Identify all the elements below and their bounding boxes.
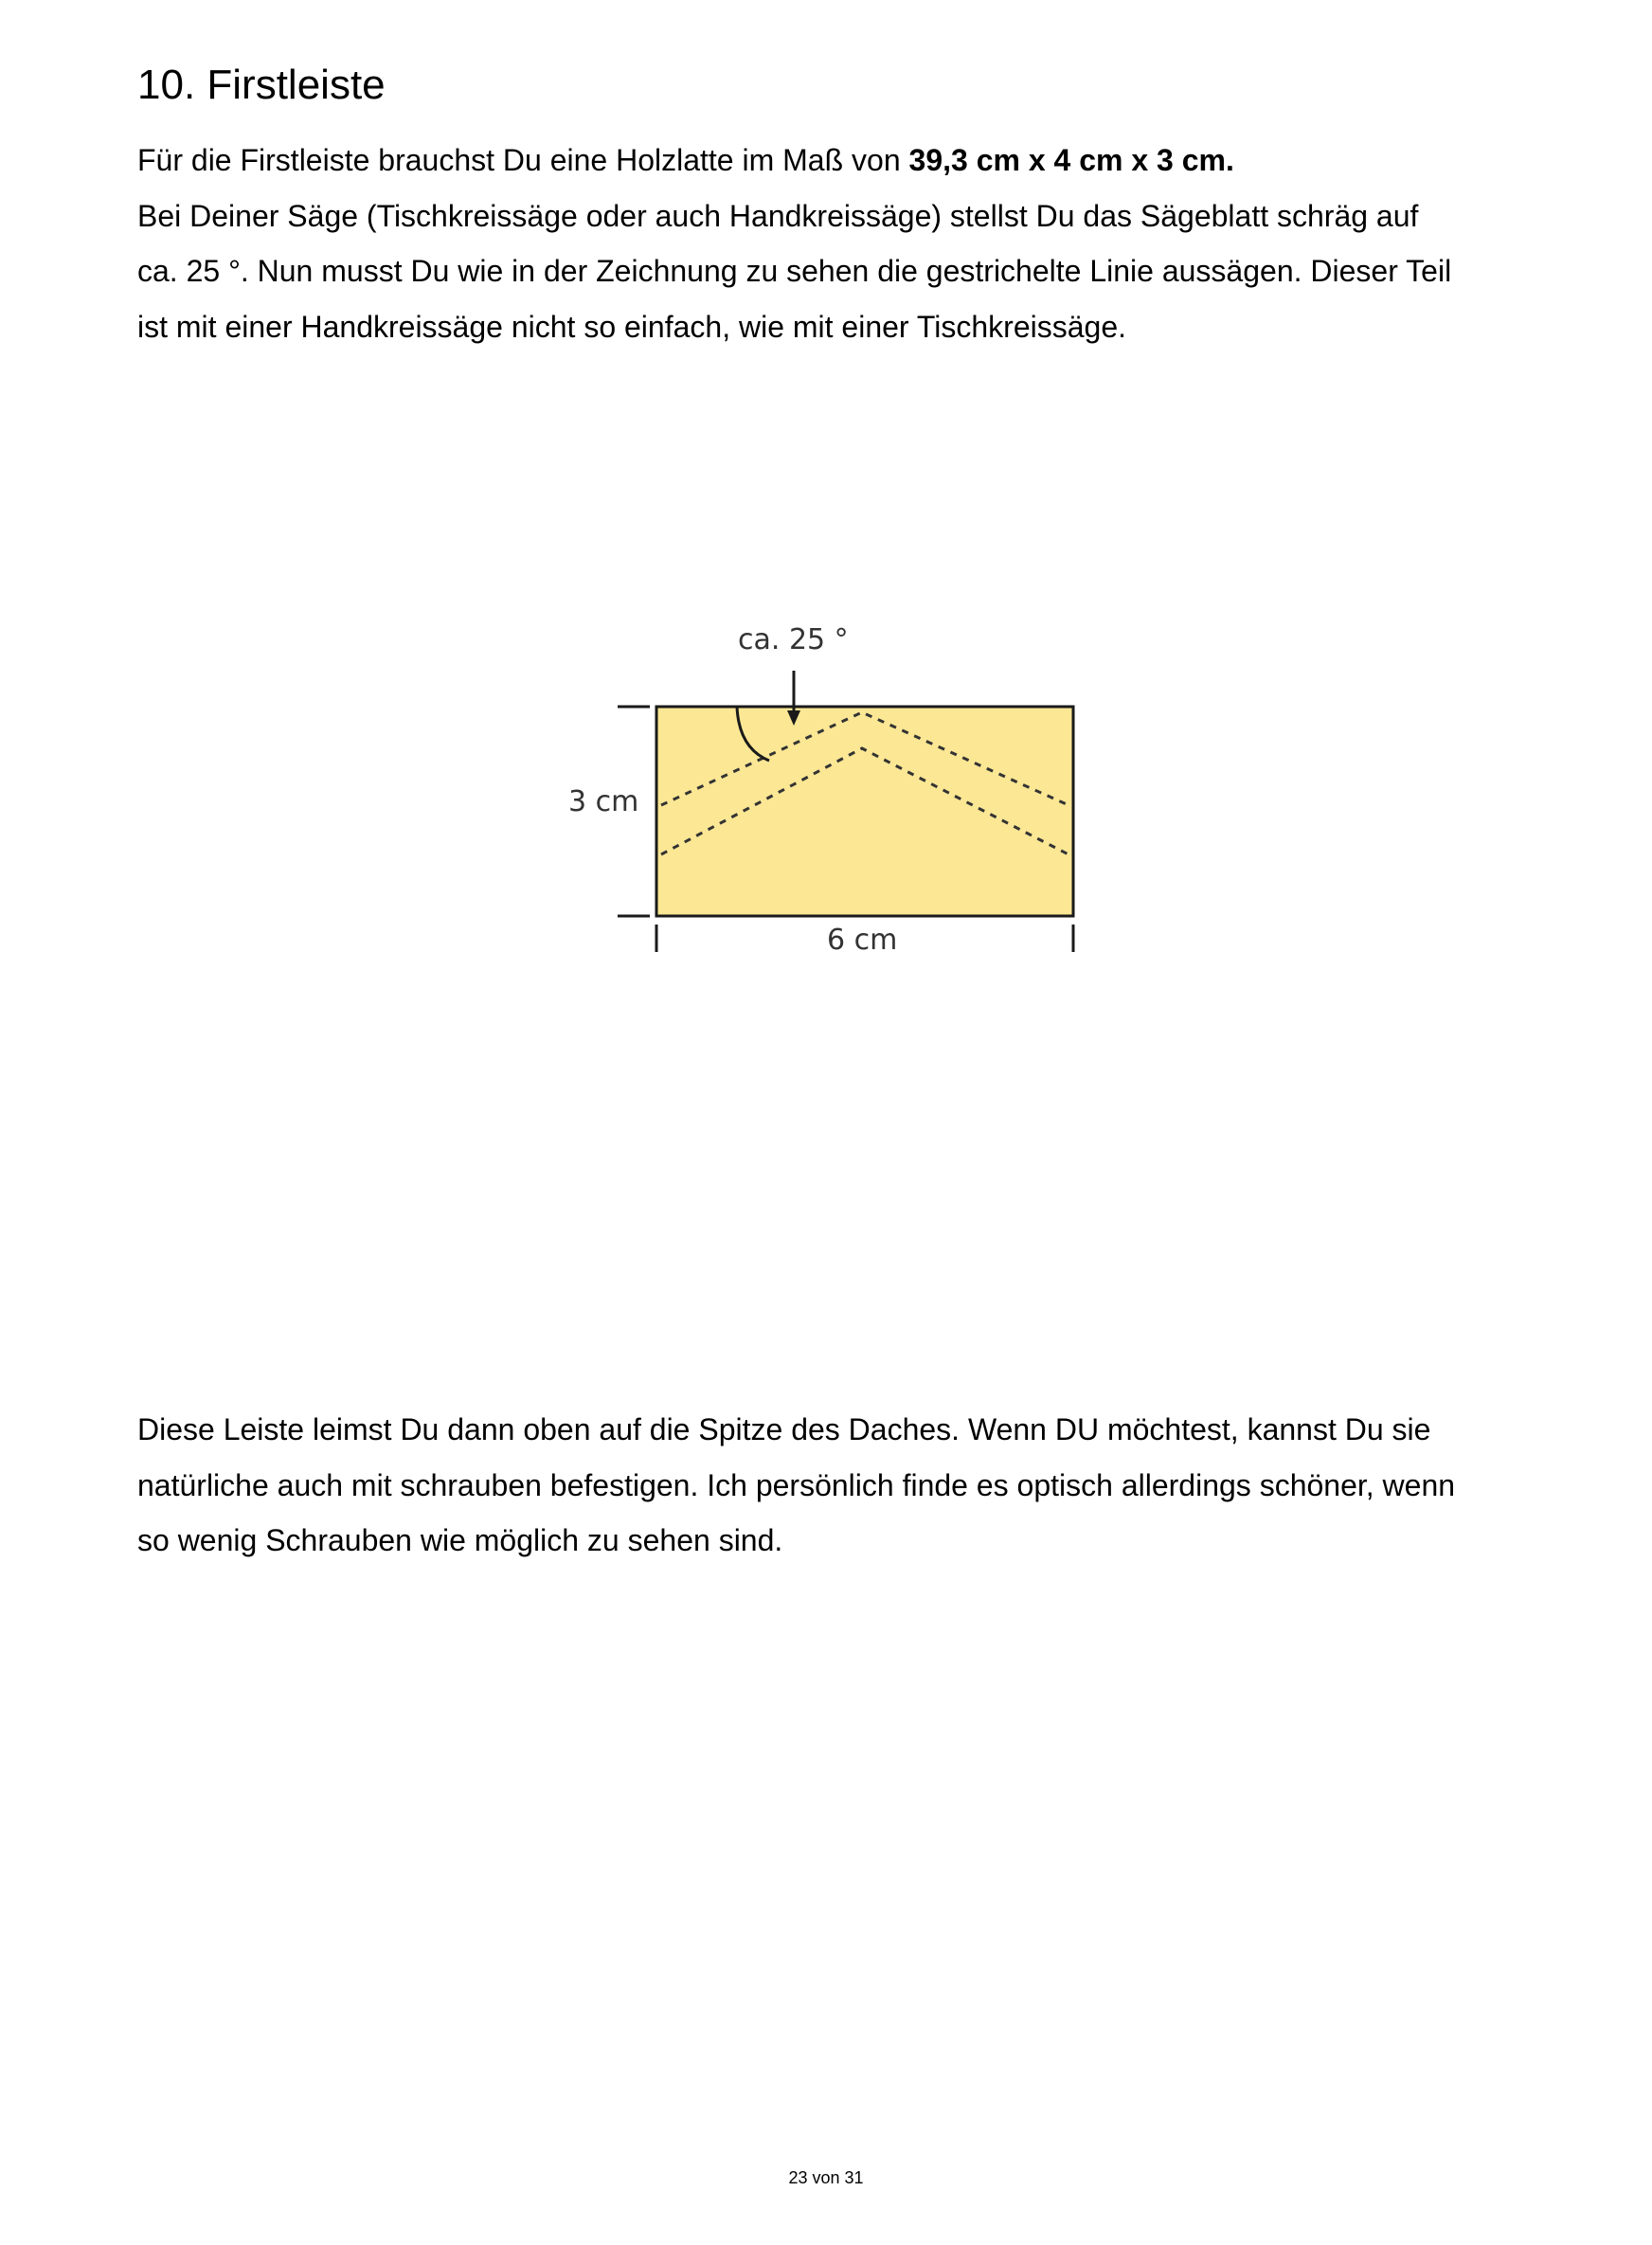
closing-paragraph bbox=[137, 1402, 1520, 1569]
closing-line-1: Diese Leiste leimst Du dann oben auf die Spitze des Daches. Wenn DU möchtest, kannst Du sie bbox=[137, 1412, 1431, 1446]
intro-line-1-text: Für die Firstleiste brauchst Du eine Holzlatte im Maß von bbox=[137, 143, 909, 177]
intro-line-2: Bei Deiner Säge (Tischkreissäge oder auch Handkreissäge) stellst Du das Sägeblatt schräg auf bbox=[137, 198, 1419, 233]
wood-cross-section bbox=[656, 707, 1073, 916]
width-label: 6 cm bbox=[827, 924, 898, 957]
cutting-diagram bbox=[549, 606, 1118, 985]
page-number: 23 von 31 bbox=[788, 2168, 864, 2187]
intro-line-4: ist mit einer Handkreissäge nicht so einfach, wie mit einer Tischkreissäge. bbox=[137, 309, 1126, 344]
wood-dimensions: 39,3 cm x 4 cm x 3 cm. bbox=[908, 143, 1234, 177]
intro-line-1 bbox=[137, 133, 1520, 189]
angle-label: ca. 25 ° bbox=[738, 623, 849, 656]
closing-line-3: so wenig Schrauben wie möglich zu sehen sind. bbox=[137, 1523, 783, 1557]
section-heading: 10. Firstleiste bbox=[137, 62, 386, 108]
height-label: 3 cm bbox=[568, 785, 639, 818]
closing-line-2: natürliche auch mit schrauben befestigen. Ich persönlich finde es optisch allerdings schöner, wenn bbox=[137, 1467, 1456, 1502]
intro-line-3: ca. 25 °. Nun musst Du wie in der Zeichnung zu sehen die gestrichelte Linie aussägen. Dieser Teil bbox=[137, 254, 1452, 288]
intro-paragraph bbox=[137, 133, 1520, 354]
